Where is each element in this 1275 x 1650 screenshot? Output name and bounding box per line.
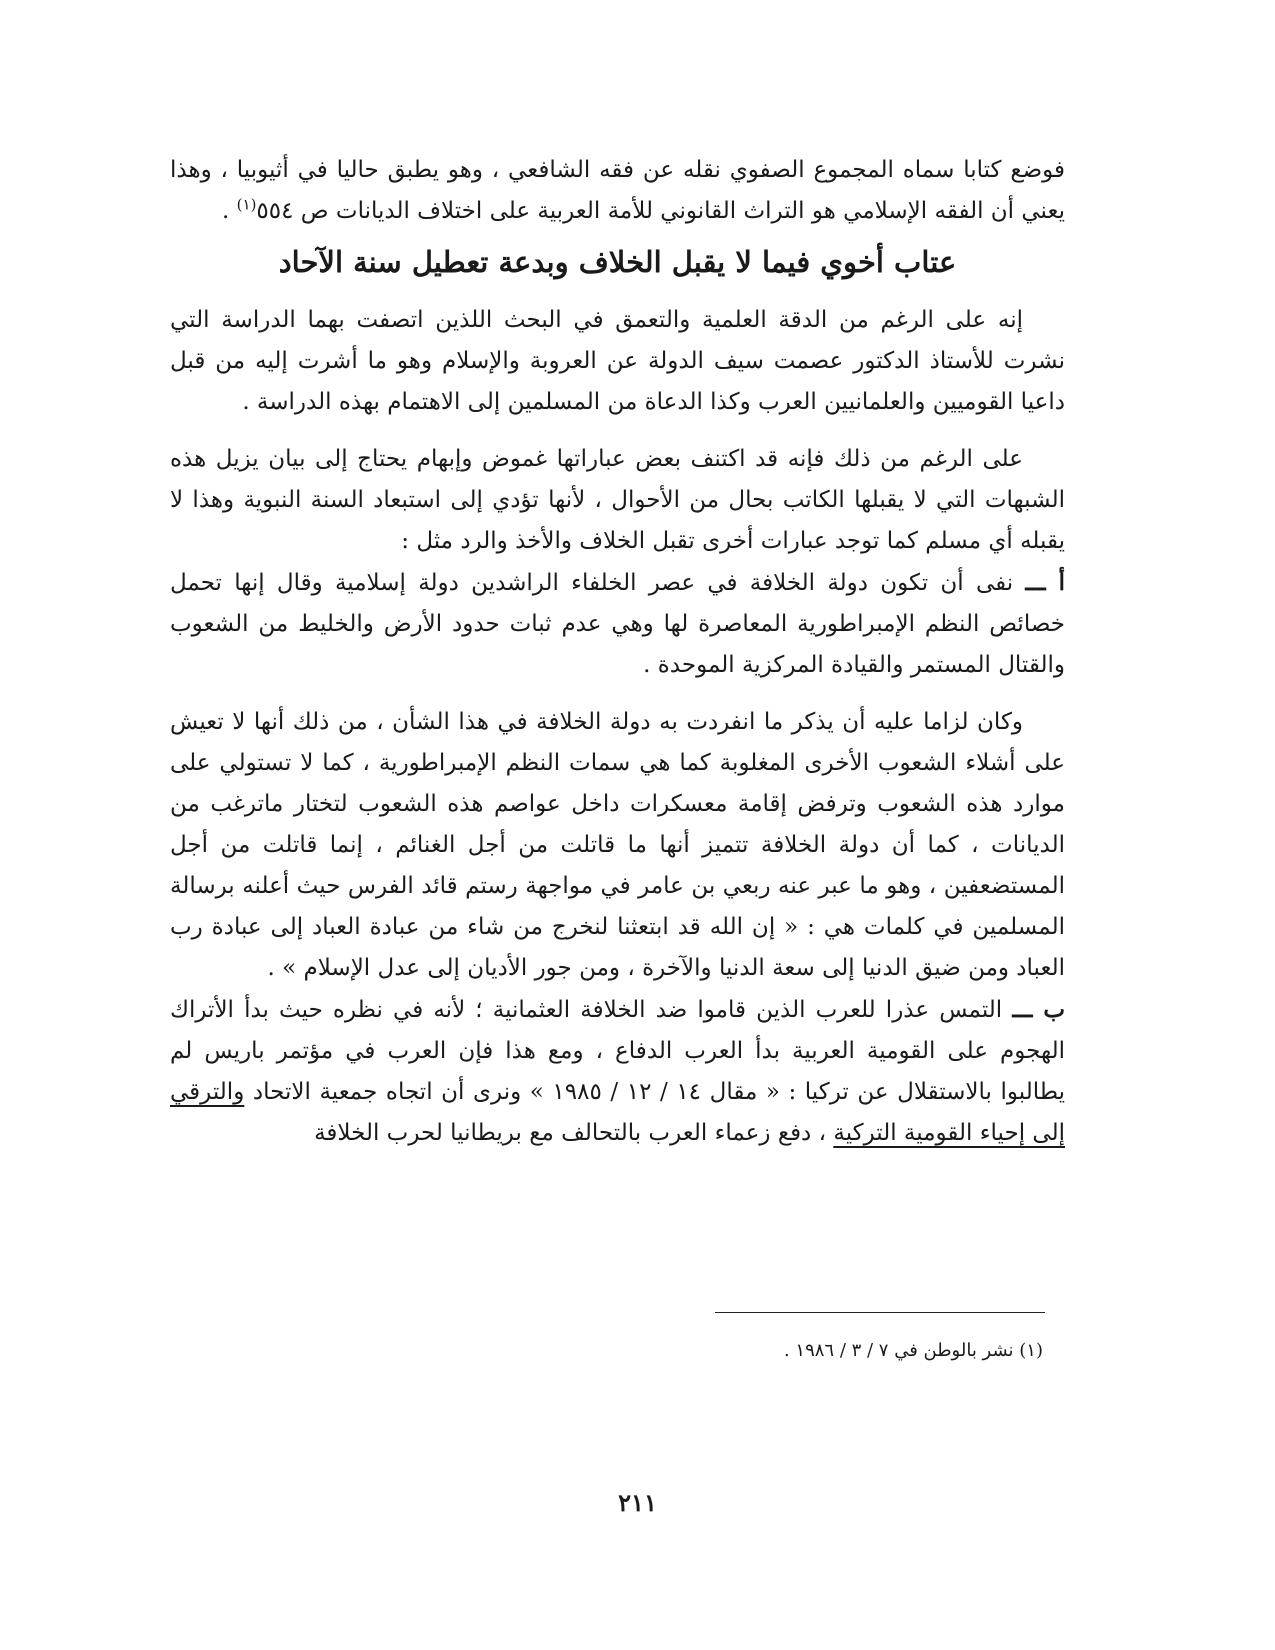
paragraph-4-text: نفى أن تكون دولة الخلافة في عصر الخلفاء الراشدين دولة إسلامية وقال إنها تحمل خصائص النظم الإمبراطورية المعاصرة لها وهي عدم ثبات حدود الأرض والخليط من الشعوب والقتال المستمر والقيادة المركزية الموحدة . — [170, 570, 1065, 678]
page-body — [170, 150, 1065, 1154]
paragraph-3: على الرغم من ذلك فإنه قد اكتنف بعض عباراتها غموض وإبهام يحتاج إلى بيان يزيل هذه الشبهات التي لا يقبلها الكاتب بحال من الأحوال ، لأنها تؤدي إلى استبعاد السنة النبوية وهذا لا يقبله أي مسلم كما توجد عبارات أخرى تقبل الخلاف والأخذ والرد مثل : — [170, 446, 1065, 554]
footnote-ref[interactable]: (١) — [236, 195, 257, 214]
paragraph-2: إنه على الرغم من الدقة العلمية والتعمق في البحث اللذين اتصفت بهما الدراسة التي نشرت للأستاذ الدكتور عصمت سيف الدولة عن العروبة والإسلام وهو ما أشرت إليه من قبل داعيا القوميين والعلمانيين العرب وكذا الدعاة من المسلمين إلى الاهتمام بهذه الدراسة . — [170, 307, 1065, 415]
paragraph-6-text: التمس عذرا للعرب الذين قاموا ضد الخلافة العثمانية ؛ لأنه في نظره حيث بدأ الأتراك الهجوم على القومية العربية بدأ العرب الدفاع ، ومع هذا فإن العرب في مؤتمر باريس لم يطالبوا بالاستقلال عن تركيا : « مقال ١٤ / ١٢ / ١٩٨٥ » ونرى أن اتجاه جمعية الاتحاد — [170, 997, 1066, 1105]
item-marker-a: أ ـــ — [1025, 569, 1065, 596]
item-marker-b: ب ـــ — [1012, 996, 1065, 1023]
page-number: ٢١١ — [618, 1488, 657, 1517]
footnote-divider — [715, 1312, 1045, 1313]
paragraph-1-end: . — [222, 198, 237, 224]
paragraph-6 — [170, 989, 1065, 1154]
paragraph-5: وكان لزاما عليه أن يذكر ما انفردت به دولة الخلافة في هذا الشأن ، من ذلك أنها لا تعيش على أشلاء الشعوب الأخرى المغلوبة كما هي سمات النظم الإمبراطورية ، كما لا تستولي على موارد هذه الشعوب وترفض إقامة معسكرات داخل عواصم هذه الشعوب لتختار ماترغب من الديانات ، كما أن دولة الخلافة تتميز أنها ما قاتلت من أجل الغنائم ، إنما قاتلت من أجل المستضعفين ، وهو ما عبر عنه ربعي بن عامر في مواجهة رستم قائد الفرس حيث أعلنه برسالة المسلمين في كلمات هي : « إن الله قد ابتعثنا لنخرج من شاء من عبادة العباد إلى عبادة رب العباد ومن ضيق الدنيا إلى سعة الدنيا والآخرة ، ومن جور الأديان إلى عدل الإسلام » . — [170, 709, 1065, 981]
paragraph-6-end: ، دفع زعماء العرب بالتحالف مع بريطانيا لحرب الخلافة — [314, 1120, 834, 1146]
underlined-phrase: والترقي إلى إحياء القومية التركية — [170, 1079, 1065, 1146]
paragraph-1 — [170, 150, 1065, 232]
paragraph-4 — [170, 562, 1065, 686]
footnote: (١) نشر بالوطن في ٧ / ٣ / ١٩٨٦ . — [783, 1340, 1043, 1361]
paragraph-1-text: فوضع كتابا سماه المجموع الصفوي نقله عن فقه الشافعي ، وهو يطبق حاليا في أثيوبيا ، وهذا يعني أن الفقه الإسلامي هو التراث القانوني للأمة العربية على اختلاف الديانات ص ٥٥٤ — [170, 157, 1065, 224]
section-heading: عتاب أخوي فيما لا يقبل الخلاف وبدعة تعطيل سنة الآحاد — [278, 245, 957, 279]
